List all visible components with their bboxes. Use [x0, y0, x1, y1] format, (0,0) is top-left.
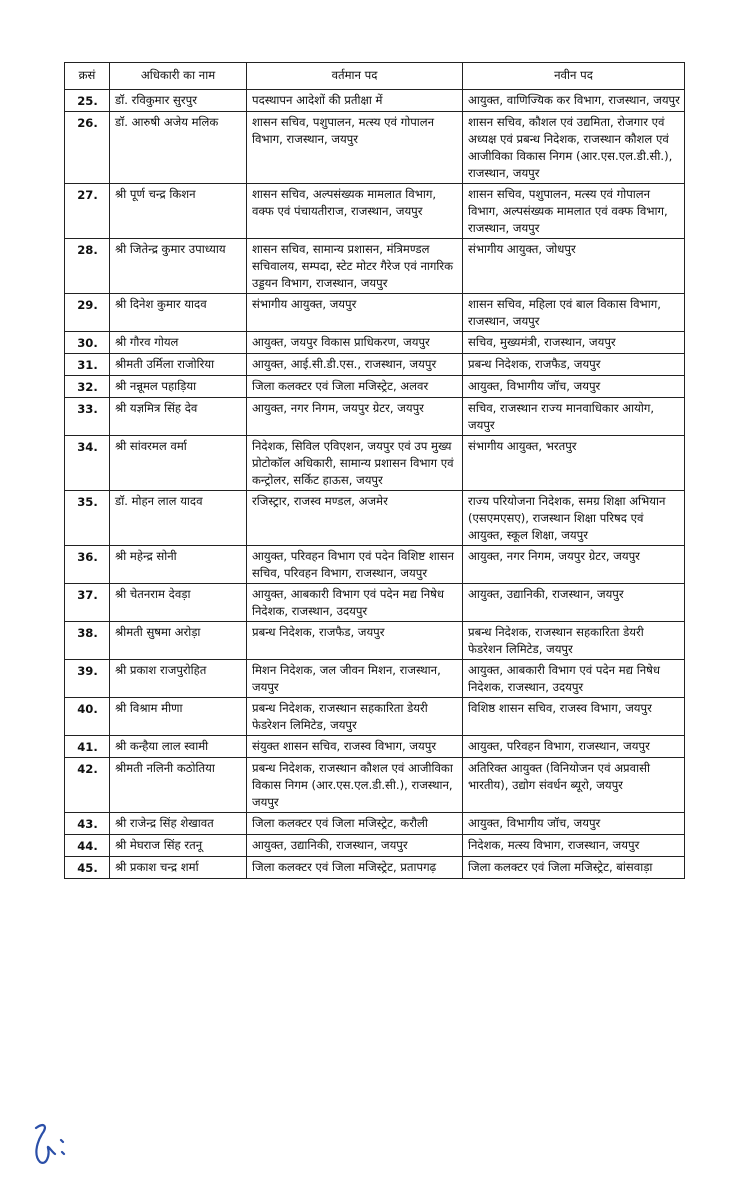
row-officer-name: श्री यज्ञमित्र सिंह देव	[110, 398, 247, 436]
row-officer-name: श्रीमती उर्मिला राजोरिया	[110, 354, 247, 376]
table-row	[65, 622, 685, 660]
row-officer-name: श्री मेघराज सिंह रतनू	[110, 835, 247, 857]
row-officer-name: श्री महेन्द्र सोनी	[110, 546, 247, 584]
row-officer-name: श्री चेतनराम देवड़ा	[110, 584, 247, 622]
row-current-post: आयुक्त, परिवहन विभाग एवं पदेन विशिष्ट शासन सचिव, परिवहन विभाग, राजस्थान, जयपुर	[247, 546, 463, 584]
row-officer-name: श्रीमती सुषमा अरोड़ा	[110, 622, 247, 660]
row-current-post: शासन सचिव, सामान्य प्रशासन, मंत्रिमण्डल सचिवालय, सम्पदा, स्टेट मोटर गैरेज एवं नागरिक उड्डयन विभाग, राजस्थान, जयपुर	[247, 239, 463, 294]
row-serial: 29.	[65, 294, 110, 332]
row-serial: 36.	[65, 546, 110, 584]
row-serial: 43.	[65, 813, 110, 835]
table-row	[65, 332, 685, 354]
row-officer-name: श्री राजेन्द्र सिंह शेखावत	[110, 813, 247, 835]
row-new-post: आयुक्त, नगर निगम, जयपुर ग्रेटर, जयपुर	[463, 546, 685, 584]
row-officer-name: डॉ. आरुषी अजेय मलिक	[110, 112, 247, 184]
table-header-row	[65, 63, 685, 90]
table-row	[65, 239, 685, 294]
row-new-post: निदेशक, मत्स्य विभाग, राजस्थान, जयपुर	[463, 835, 685, 857]
row-serial: 32.	[65, 376, 110, 398]
row-serial: 37.	[65, 584, 110, 622]
row-current-post: प्रबन्ध निदेशक, राजस्थान कौशल एवं आजीविका विकास निगम (आर.एस.एल.डी.सी.), राजस्थान, जयपुर	[247, 758, 463, 813]
row-new-post: आयुक्त, विभागीय जॉच, जयपुर	[463, 376, 685, 398]
signature	[28, 1118, 78, 1168]
row-serial: 28.	[65, 239, 110, 294]
row-serial: 40.	[65, 698, 110, 736]
row-serial: 41.	[65, 736, 110, 758]
row-current-post: प्रबन्ध निदेशक, राजस्थान सहकारिता डेयरी फेडरेशन लिमिटेड, जयपुर	[247, 698, 463, 736]
row-officer-name: श्री प्रकाश राजपुरोहित	[110, 660, 247, 698]
row-new-post: संभागीय आयुक्त, जोधपुर	[463, 239, 685, 294]
row-new-post: शासन सचिव, कौशल एवं उद्यमिता, रोजगार एवं अध्यक्ष एवं प्रबन्ध निदेशक, राजस्थान कौशल एवं आजीविका विकास निगम (आर.एस.एल.डी.सी.), राजस्थान, जयपुर	[463, 112, 685, 184]
row-serial: 26.	[65, 112, 110, 184]
row-serial: 31.	[65, 354, 110, 376]
header-current-post: वर्तमान पद	[247, 63, 463, 90]
row-officer-name: श्री पूर्ण चन्द्र किशन	[110, 184, 247, 239]
row-serial: 38.	[65, 622, 110, 660]
row-current-post: आयुक्त, उद्यानिकी, राजस्थान, जयपुर	[247, 835, 463, 857]
table-row	[65, 736, 685, 758]
row-current-post: आयुक्त, आबकारी विभाग एवं पदेन मद्य निषेध निदेशक, राजस्थान, उदयपुर	[247, 584, 463, 622]
table-row	[65, 354, 685, 376]
table-row	[65, 758, 685, 813]
row-serial: 34.	[65, 436, 110, 491]
row-serial: 45.	[65, 857, 110, 879]
row-current-post: आयुक्त, नगर निगम, जयपुर ग्रेटर, जयपुर	[247, 398, 463, 436]
table-row	[65, 376, 685, 398]
table-row	[65, 660, 685, 698]
row-serial: 30.	[65, 332, 110, 354]
row-serial: 25.	[65, 90, 110, 112]
row-officer-name: डॉ. रविकुमार सुरपुर	[110, 90, 247, 112]
row-new-post: प्रबन्ध निदेशक, राजस्थान सहकारिता डेयरी फेडरेशन लिमिटेड, जयपुर	[463, 622, 685, 660]
row-new-post: आयुक्त, आबकारी विभाग एवं पदेन मद्य निषेध निदेशक, राजस्थान, उदयपुर	[463, 660, 685, 698]
row-current-post: संभागीय आयुक्त, जयपुर	[247, 294, 463, 332]
table-row	[65, 294, 685, 332]
header-new-post: नवीन पद	[463, 63, 685, 90]
row-current-post: आयुक्त, जयपुर विकास प्राधिकरण, जयपुर	[247, 332, 463, 354]
table-row	[65, 584, 685, 622]
table-row	[65, 90, 685, 112]
row-serial: 27.	[65, 184, 110, 239]
row-current-post: जिला कलक्टर एवं जिला मजिस्ट्रेट, करौली	[247, 813, 463, 835]
row-current-post: पदस्थापन आदेशों की प्रतीक्षा में	[247, 90, 463, 112]
row-new-post: आयुक्त, विभागीय जॉच, जयपुर	[463, 813, 685, 835]
row-new-post: आयुक्त, परिवहन विभाग, राजस्थान, जयपुर	[463, 736, 685, 758]
row-current-post: रजिस्ट्रार, राजस्व मण्डल, अजमेर	[247, 491, 463, 546]
row-current-post: शासन सचिव, अल्पसंख्यक मामलात विभाग, वक्फ एवं पंचायतीराज, राजस्थान, जयपुर	[247, 184, 463, 239]
row-current-post: शासन सचिव, पशुपालन, मत्स्य एवं गोपालन विभाग, राजस्थान, जयपुर	[247, 112, 463, 184]
row-new-post: विशिष्ठ शासन सचिव, राजस्व विभाग, जयपुर	[463, 698, 685, 736]
row-new-post: आयुक्त, वाणिज्यिक कर विभाग, राजस्थान, जयपुर	[463, 90, 685, 112]
row-serial: 33.	[65, 398, 110, 436]
row-new-post: जिला कलक्टर एवं जिला मजिस्ट्रेट, बांसवाड़ा	[463, 857, 685, 879]
row-officer-name: श्री दिनेश कुमार यादव	[110, 294, 247, 332]
table-row	[65, 112, 685, 184]
row-new-post: सचिव, राजस्थान राज्य मानवाधिकार आयोग, जयपुर	[463, 398, 685, 436]
row-new-post: राज्य परियोजना निदेशक, समग्र शिक्षा अभियान (एसएमएसए), राजस्थान शिक्षा परिषद एवं आयुक्त, स्कूल शिक्षा, जयपुर	[463, 491, 685, 546]
row-officer-name: श्री कन्हैया लाल स्वामी	[110, 736, 247, 758]
row-officer-name: श्री विश्राम मीणा	[110, 698, 247, 736]
row-current-post: जिला कलक्टर एवं जिला मजिस्ट्रेट, अलवर	[247, 376, 463, 398]
row-officer-name: श्री जितेन्द्र कुमार उपाध्याय	[110, 239, 247, 294]
table-row	[65, 436, 685, 491]
row-new-post: प्रबन्ध निदेशक, राजफैड, जयपुर	[463, 354, 685, 376]
table-row	[65, 184, 685, 239]
row-new-post: अतिरिक्त आयुक्त (विनियोजन एवं अप्रवासी भारतीय), उद्योग संवर्धन ब्यूरो, जयपुर	[463, 758, 685, 813]
header-serial: क्रसं	[65, 63, 110, 90]
header-officer-name: अधिकारी का नाम	[110, 63, 247, 90]
row-officer-name: श्रीमती नलिनी कठोतिया	[110, 758, 247, 813]
row-new-post: आयुक्त, उद्यानिकी, राजस्थान, जयपुर	[463, 584, 685, 622]
table-row	[65, 835, 685, 857]
row-new-post: शासन सचिव, पशुपालन, मत्स्य एवं गोपालन विभाग, अल्पसंख्यक मामलात एवं वक्फ विभाग, राजस्थान, जयपुर	[463, 184, 685, 239]
row-officer-name: श्री सांवरमल वर्मा	[110, 436, 247, 491]
row-current-post: जिला कलक्टर एवं जिला मजिस्ट्रेट, प्रतापगढ़	[247, 857, 463, 879]
table-row	[65, 698, 685, 736]
row-current-post: निदेशक, सिविल एविएशन, जयपुर एवं उप मुख्य प्रोटोकॉल अधिकारी, सामान्य प्रशासन विभाग एवं कन्ट्रोलर, सर्किट हाऊस, जयपुर	[247, 436, 463, 491]
transfer-table	[64, 62, 685, 879]
row-serial: 39.	[65, 660, 110, 698]
table-row	[65, 491, 685, 546]
row-officer-name: श्री प्रकाश चन्द्र शर्मा	[110, 857, 247, 879]
row-current-post: प्रबन्ध निदेशक, राजफैड, जयपुर	[247, 622, 463, 660]
table-row	[65, 857, 685, 879]
row-current-post: संयुक्त शासन सचिव, राजस्व विभाग, जयपुर	[247, 736, 463, 758]
row-current-post: मिशन निदेशक, जल जीवन मिशन, राजस्थान, जयपुर	[247, 660, 463, 698]
row-new-post: शासन सचिव, महिला एवं बाल विकास विभाग, राजस्थान, जयपुर	[463, 294, 685, 332]
row-new-post: सचिव, मुख्यमंत्री, राजस्थान, जयपुर	[463, 332, 685, 354]
table-row	[65, 398, 685, 436]
row-serial: 35.	[65, 491, 110, 546]
table-row	[65, 546, 685, 584]
row-officer-name: डॉ. मोहन लाल यादव	[110, 491, 247, 546]
row-current-post: आयुक्त, आई.सी.डी.एस., राजस्थान, जयपुर	[247, 354, 463, 376]
table-row	[65, 813, 685, 835]
row-serial: 44.	[65, 835, 110, 857]
row-new-post: संभागीय आयुक्त, भरतपुर	[463, 436, 685, 491]
row-officer-name: श्री गौरव गोयल	[110, 332, 247, 354]
row-serial: 42.	[65, 758, 110, 813]
row-officer-name: श्री नन्नूमल पहाड़िया	[110, 376, 247, 398]
